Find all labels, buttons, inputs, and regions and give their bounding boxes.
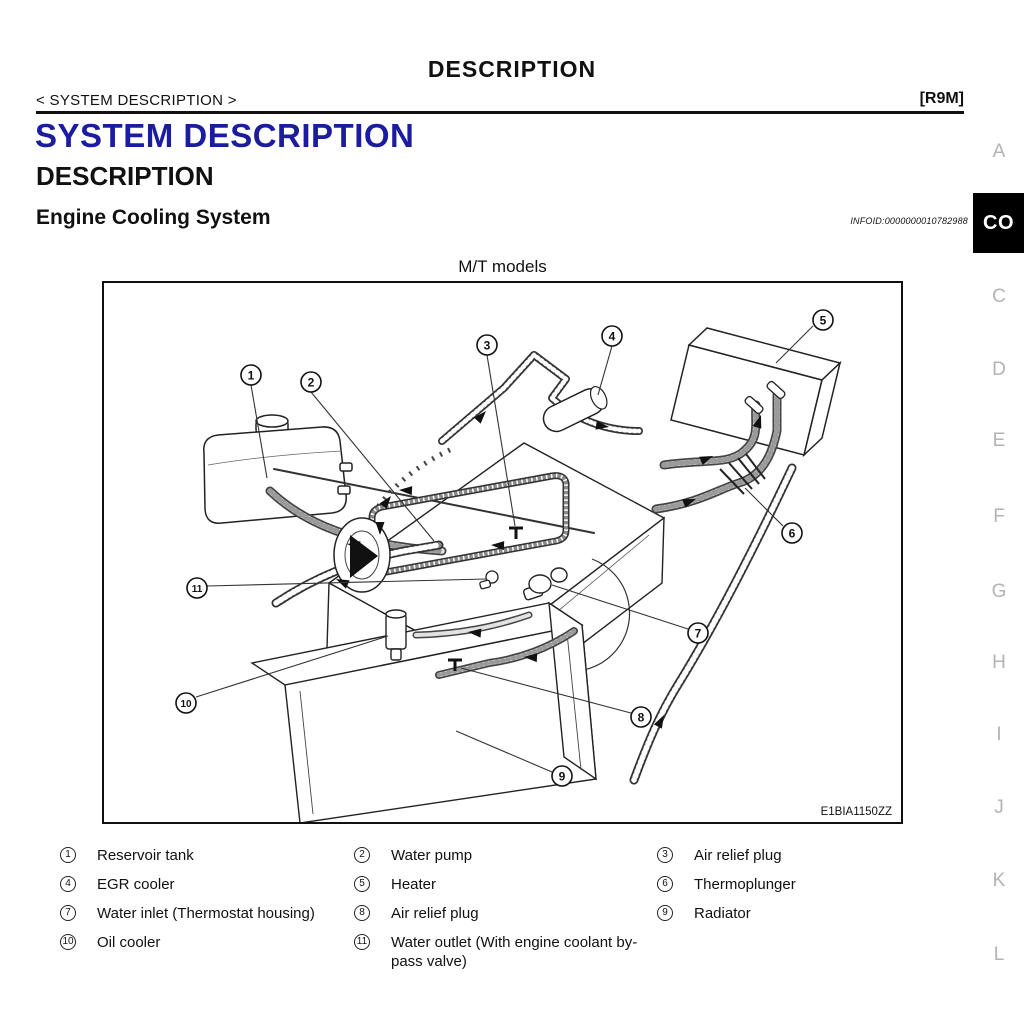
legend-label-9: Radiator [694, 905, 751, 922]
engine-model-code: [R9M] [919, 90, 964, 107]
svg-text:10: 10 [180, 699, 192, 710]
legend-num-2: 2 [354, 847, 370, 863]
legend-item-3 [657, 846, 965, 865]
legend-item-9 [657, 904, 965, 923]
legend-label-7: Water inlet (Thermostat housing) [97, 905, 315, 922]
side-index-letter-j: J [994, 797, 1004, 818]
svg-text:1: 1 [247, 368, 255, 383]
header-divider [36, 111, 964, 114]
svg-text:7: 7 [694, 626, 702, 641]
side-index-letter-i: I [996, 724, 1002, 745]
cooling-diagram-svg [104, 283, 901, 822]
breadcrumb: < SYSTEM DESCRIPTION > [36, 92, 237, 109]
side-index-letter-e: E [992, 430, 1006, 451]
legend-label-3: Air relief plug [694, 847, 782, 864]
legend-item-6 [657, 875, 965, 894]
legend-num-3: 3 [657, 847, 673, 863]
svg-text:4: 4 [608, 329, 616, 344]
side-index-letter-l: L [993, 944, 1005, 965]
legend-label-11: Water outlet (With engine coolant by-pass valve) [391, 934, 638, 970]
cooling-system-diagram [102, 281, 903, 824]
legend-label-5: Heater [391, 876, 437, 893]
legend-num-6: 6 [657, 876, 673, 892]
legend-item-7 [60, 904, 354, 923]
legend-label-6: Thermoplunger [694, 876, 796, 893]
legend-num-4: 4 [60, 876, 76, 892]
subsection-title: DESCRIPTION [36, 161, 214, 191]
svg-text:3: 3 [483, 338, 491, 353]
legend-item-8 [354, 904, 657, 923]
legend-item-10 [60, 933, 354, 971]
legend-num-10: 10 [60, 934, 76, 950]
legend-num-8: 8 [354, 905, 370, 921]
legend-num-7: 7 [60, 905, 76, 921]
side-index-letter-c: C [992, 286, 1006, 307]
section-title: SYSTEM DESCRIPTION [35, 117, 415, 154]
legend-num-9: 9 [657, 905, 673, 921]
legend-item-1 [60, 846, 354, 865]
legend-item-5 [354, 875, 657, 894]
figure-caption: M/T models [458, 257, 547, 276]
infoid-label: INFOID:0000000010782988 [850, 216, 968, 226]
figure-code: E1BIA1150ZZ [820, 806, 892, 818]
svg-text:5: 5 [819, 313, 827, 328]
side-index-letter-h: H [992, 652, 1006, 673]
svg-text:8: 8 [637, 710, 645, 725]
svg-text:6: 6 [788, 526, 796, 541]
side-index-letter-d: D [992, 359, 1006, 380]
svg-text:2: 2 [307, 375, 315, 390]
topic-title: Engine Cooling System [36, 206, 271, 229]
side-index-letter-k: K [992, 870, 1006, 891]
side-index-letter-g: G [991, 581, 1007, 602]
side-index-letter-a: A [992, 141, 1006, 162]
legend-label-8: Air relief plug [391, 905, 479, 922]
legend-item-2 [354, 846, 657, 865]
page-header-title: DESCRIPTION [427, 56, 597, 82]
legend-label-10: Oil cooler [97, 934, 161, 951]
legend-item-4 [60, 875, 354, 894]
legend-label-1: Reservoir tank [97, 847, 194, 864]
svg-text:11: 11 [191, 584, 203, 595]
section-tab-co: CO [973, 193, 1024, 253]
legend-label-4: EGR cooler [97, 876, 175, 893]
legend-label-2: Water pump [391, 847, 473, 864]
legend-num-5: 5 [354, 876, 370, 892]
legend-num-11: 11 [354, 934, 370, 950]
side-index-letter-f: F [993, 506, 1005, 527]
legend-num-1: 1 [60, 847, 76, 863]
svg-text:9: 9 [558, 769, 566, 784]
legend-item-11 [354, 933, 657, 971]
legend [60, 846, 965, 971]
